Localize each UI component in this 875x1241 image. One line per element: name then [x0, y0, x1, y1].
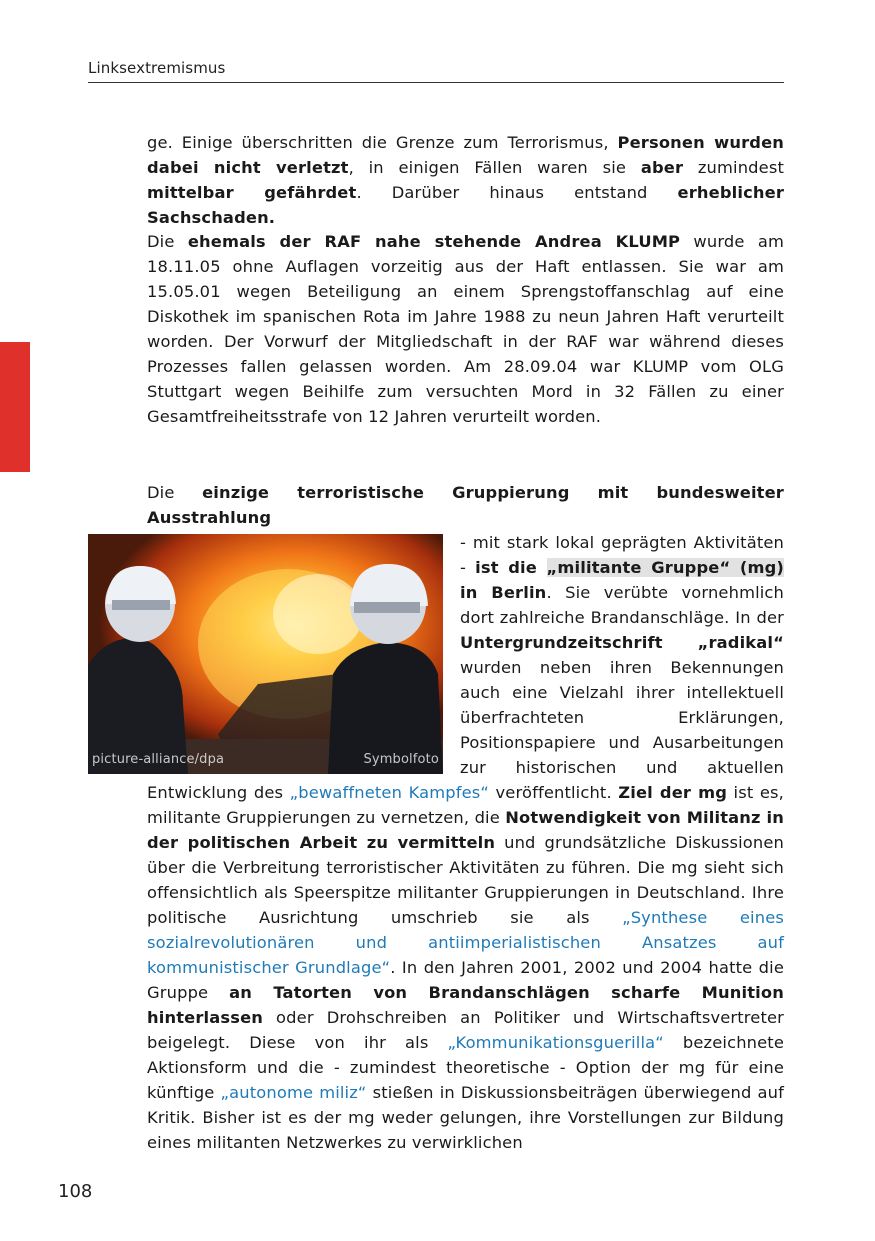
paragraph-1: ge. Einige überschritten die Grenze zum Terrorismus, Personen wurden dabei nicht verletzt, in einigen Fällen waren sie aber zumindest mittelbar gefährdet. Darüber hinaus entstand erheblicher Sachschaden.: [147, 133, 785, 227]
photo-symbol-label: Symbolfoto: [363, 752, 439, 767]
riot-photo-graphic: [88, 534, 443, 774]
photo-credit: picture-alliance/dpa: [92, 752, 225, 767]
running-title: Linksextremismus: [88, 59, 226, 77]
paragraph-3: Die einzige terroristische Gruppierung mit bundesweiter Ausstrahlung picture-alliance/dpa Symbolfoto - mit stark lokal geprägten Aktivitäten - ist die „militante Gruppe“ (mg) in Berlin. Sie verübte vornehmlich dort zahlreiche Brandanschläge. In der Untergrundzeitschrift „radikal“ wurden neben ihren Bekennungen auch eine Vielzahl ihrer intellektuell überfrachteten Erklärungen, Positionspapiere und Ausarbeitungen zur historischen und aktuellen Entwicklung des „bewaffneten Kampfes“ veröffentlicht. Ziel der mg ist es, militante Gruppierungen zu vernetzen, die Notwendigkeit von Militanz in der politischen Arbeit zu vermitteln und grundsätzliche Diskussionen über die Verbreitung terroristischer Aktivitäten zu führen. Die mg sieht sich offensichtlich als Speerspitze militanter Gruppierungen in Deutschland. Ihre politische Ausrichtung umschrieb sie als „Synthese eines sozialrevolutionären und antiimperialistischen Ansatzes auf kommunistischer Grundlage“. In den Jahren 2001, 2002 und 2004 hatte die Gruppe an Tatorten von Brandanschlägen scharfe Munition hinterlassen oder Drohschreiben an Politiker und Wirtschaftsvertreter beigelegt. Diese von ihr als „Kommunikationsguerilla“ bezeichnete Aktionsform und die - zumindest theoretische - Option der mg für eine künftige „autonome miliz“ stießen in Diskussionsbeiträgen überwiegend auf Kritik. Bisher ist es der mg weder gelungen, ihre Vorstellungen zur Bildung eines militanten Netzwerkes zu verwirklichen: [147, 480, 784, 1155]
highlight-mg: „militante Gruppe“ (mg): [546, 558, 784, 577]
page-number: 108: [58, 1181, 93, 1202]
chapter-color-tab: [0, 342, 30, 472]
riot-photo: [88, 534, 443, 774]
header-rule: [88, 82, 784, 83]
paragraph-2: Die ehemals der RAF nahe stehende Andrea KLUMP wurde am 18.11.05 ohne Auflagen vorzeitig aus der Haft entlassen. Sie war am 15.05.01 wegen Beteiligung an einem Sprengstoffanschlag auf eine Diskothek im spanischen Rota im Jahre 1988 zu neun Jahren Haft verurteilt worden. Der Vorwurf der Mitgliedschaft in der RAF war während dieses Prozesses fallen gelassen worden. Am 28.09.04 war KLUMP vom OLG Stuttgart wegen Beihilfe zum versuchten Mord in 32 Fällen zu einer Gesamtfreiheitsstrafe von 12 Jahren verurteilt worden.: [147, 232, 785, 426]
